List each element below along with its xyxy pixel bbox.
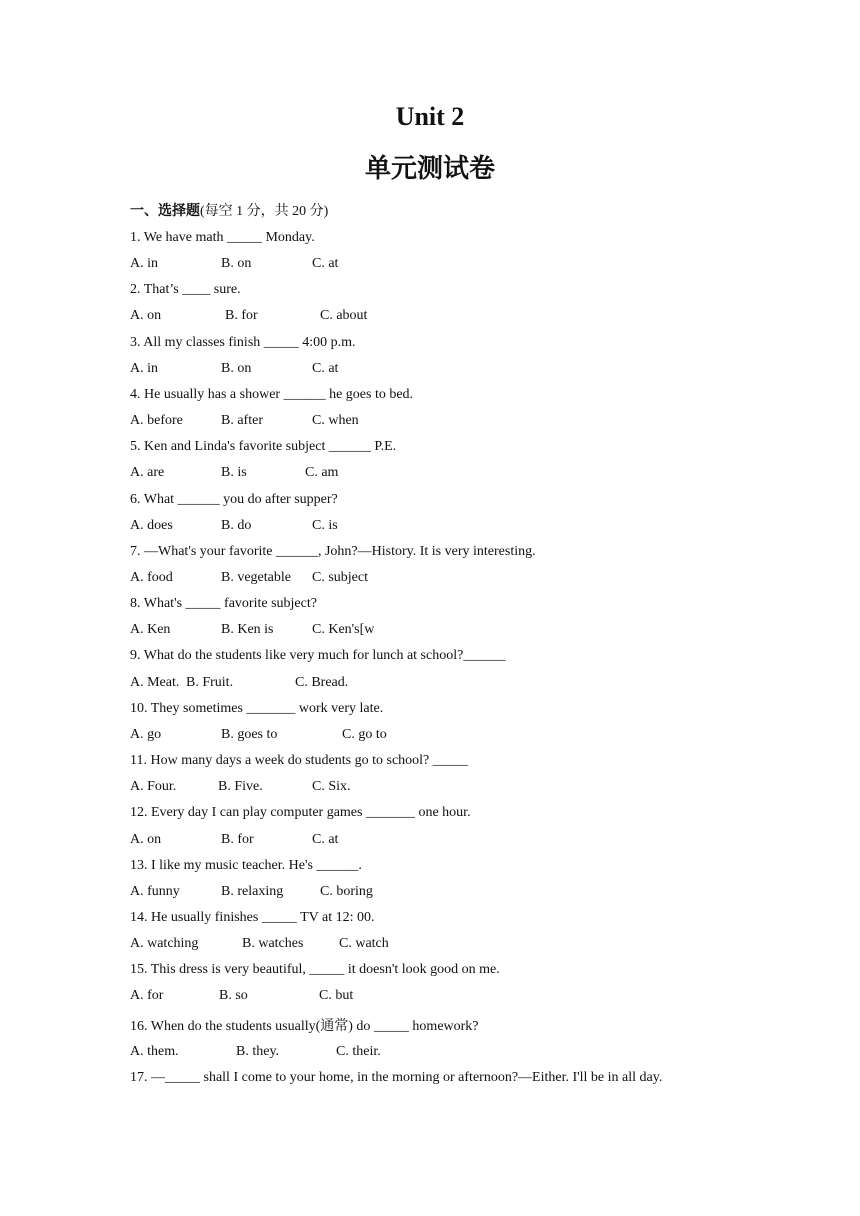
option-c: C. at — [312, 361, 339, 376]
question-text: 6. What ______ you do after supper? — [130, 492, 338, 507]
page-title: Unit 2 — [395, 102, 465, 131]
option-a: A. before — [130, 413, 183, 428]
option-b: B. Fruit. — [186, 675, 234, 690]
option-c: C. but — [319, 988, 354, 1003]
question-text: 14. He usually finishes _____ TV at 12: 00. — [130, 910, 375, 925]
question-text: 10. They sometimes _______ work very late. — [130, 701, 384, 716]
question-text: 12. Every day I can play computer games _______ one hour. — [130, 805, 471, 820]
option-a: A. watching — [130, 936, 199, 951]
option-b: B. do — [221, 518, 252, 533]
question-text: 11. How many days a week do students go to school? _____ — [130, 753, 468, 768]
option-c: C. Bread. — [295, 675, 349, 690]
question-text: 4. He usually has a shower ______ he goes to bed. — [130, 387, 414, 402]
option-b: B. Ken is — [221, 622, 274, 637]
option-c: C. when — [312, 413, 359, 428]
question-text: 3. All my classes finish _____ 4:00 p.m. — [130, 335, 356, 350]
option-b: B. vegetable — [221, 570, 291, 585]
question-text: 2. That’s ____ sure. — [130, 282, 241, 297]
option-a: A. Ken — [130, 622, 171, 637]
option-a: A. Meat. — [130, 675, 180, 690]
option-c: C. is — [312, 518, 338, 533]
option-c: C. at — [312, 256, 339, 271]
option-b: B. is — [221, 465, 247, 480]
question-text: 7. —What's your favorite ______, John?—History. It is very interesting. — [130, 544, 536, 559]
option-a: A. in — [130, 361, 158, 376]
option-b: B. after — [221, 413, 263, 428]
option-c: C. go to — [342, 727, 387, 742]
option-b: B. for — [225, 308, 258, 323]
option-b: B. goes to — [221, 727, 278, 742]
option-c: C. subject — [312, 570, 368, 585]
option-c: C. am — [305, 465, 339, 480]
question-text: 17. —_____ shall I come to your home, in the morning or afternoon?—Either. I'll be in all day. — [130, 1070, 663, 1085]
option-a: A. food — [130, 570, 173, 585]
option-b: B. watches — [242, 936, 304, 951]
option-c: C. boring — [320, 884, 373, 899]
option-c: C. watch — [339, 936, 389, 951]
question-text: 15. This dress is very beautiful, _____ it doesn't look good on me. — [130, 962, 500, 977]
option-b: B. so — [219, 988, 248, 1003]
option-a: A. are — [130, 465, 165, 480]
option-b: B. relaxing — [221, 884, 284, 899]
option-a: A. funny — [130, 884, 180, 899]
option-a: A. does — [130, 518, 173, 533]
page-subtitle: 单元测试卷 — [364, 154, 495, 184]
option-b: B. for — [221, 832, 254, 847]
option-b: B. on — [221, 361, 252, 376]
option-b: B. on — [221, 256, 252, 271]
section-note: (每空 1 分，共 20 分) — [200, 204, 329, 219]
option-a: A. them. — [130, 1044, 179, 1059]
option-c: C. at — [312, 832, 339, 847]
option-a: A. go — [130, 727, 162, 742]
option-a: A. for — [130, 988, 164, 1003]
question-text: 8. What's _____ favorite subject? — [130, 596, 317, 611]
option-c: C. about — [320, 308, 368, 323]
option-a: A. in — [130, 256, 158, 271]
option-a: A. on — [130, 832, 162, 847]
option-a: A. on — [130, 308, 162, 323]
option-b: B. they. — [236, 1044, 280, 1059]
question-text: 1. We have math _____ Monday. — [130, 230, 315, 245]
section-label: 一、选择题 — [130, 203, 200, 219]
option-a: A. Four. — [130, 779, 177, 794]
section-heading — [130, 200, 328, 220]
option-c: C. Six. — [312, 779, 351, 794]
question-text: 13. I like my music teacher. He's ______. — [130, 858, 362, 873]
question-text: 5. Ken and Linda's favorite subject ______ P.E. — [130, 439, 397, 454]
option-c: C. Ken's[w — [312, 622, 375, 637]
option-c: C. their. — [336, 1044, 381, 1059]
question-text: 16. When do the students usually(通常) do _____ homework? — [130, 1019, 479, 1034]
question-text: 9. What do the students like very much for lunch at school?______ — [130, 648, 506, 663]
option-b: B. Five. — [218, 779, 263, 794]
